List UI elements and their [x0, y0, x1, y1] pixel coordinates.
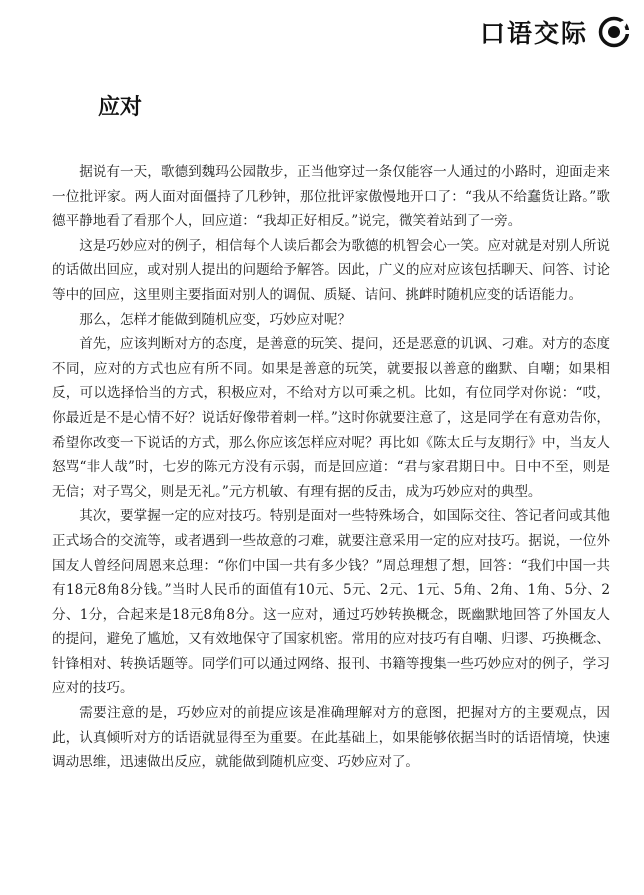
paragraph: 其次，要掌握一定的应对技巧。特别是面对一些特殊场合，如国际交往、答记者问或其他正式场合的交流等，或者遇到一些故意的刁难，就要注意采用一定的应对技巧。据说，一位外国友人曾经问周恩来总理：“你们中国一共有多少钱？”周总理想了想，回答：“我们中国一共有18元8角8分钱。”当时人民币的面值有10元、5元、2元、1元、5角、2角、1角、5分、2分、1分，合起来是18元8角8分。这一应对，通过巧妙转换概念，既幽默地回答了外国友人的提问，避免了尴尬，又有效地保守了国家机密。常用的应对技巧有自嘲、归谬、巧换概念、针锋相对、转换话题等。同学们可以通过网络、报刊、书籍等搜集一些巧妙应对的例子，学习应对的技巧。 [52, 508, 610, 697]
paragraph: 首先，应该判断对方的态度，是善意的玩笑、提问，还是恶意的讥讽、刁难。对方的态度不同，应对的方式也应有所不同。如果是善意的玩笑，就要报以善意的幽默、自嘲；如果相反，可以选择恰当的方式，积极应对，不给对方以可乘之机。比如，有位同学对你说：“哎，你最近是不是心情不好？说话好像带着刺一样。”这时你就要注意了，这是同学在有意劝告你，希望你改变一下说话的方式，那么你应该怎样应对呢？再比如《陈太丘与友期行》中，当友人怒骂“非人哉”时，七岁的陈元方没有示弱，而是回应道：“君与家君期日中。日中不至，则是无信；对子骂父，则是无礼。”元方机敏、有理有据的反击，成为巧妙应对的典型。 [52, 336, 610, 500]
article-body [52, 160, 610, 775]
paragraph: 据说有一天，歌德到魏玛公园散步，正当他穿过一条仅能容一人通过的小路时，迎面走来一位批评家。两人面对面僵持了几秒钟，那位批评家傲慢地开口了：“我从不给蠢货让路。”歌德平静地看了看那个人，回应道：“我却正好相反。”说完，微笑着站到了一旁。 [52, 164, 610, 230]
paragraph: 那么，怎样才能做到随机应变，巧妙应对呢？ [79, 311, 352, 328]
section-header [480, 14, 630, 50]
paragraph: 需要注意的是，巧妙应对的前提应该是准确理解对方的意图，把握对方的主要观点，因此，认真倾听对方的话语就显得至为重要。在此基础上，如果能够依据当时的话语情境，快速调动思维，迅速做出反应，就能做到随机应变、巧妙应对了。 [52, 705, 610, 771]
chat-bubble-logo-icon [598, 16, 630, 48]
paragraph: 这是巧妙应对的例子，相信每个人读后都会为歌德的机智会心一笑。应对就是对别人所说的话做出回应，或对别人提出的问题给予解答。因此，广义的应对应该包括聊天、问答、讨论等中的回应，这里则主要指面对别人的调侃、质疑、诘问、挑衅时随机应变的话语能力。 [52, 237, 610, 303]
section-title: 口语交际 [479, 19, 588, 48]
page-title: 应对 [98, 95, 143, 120]
